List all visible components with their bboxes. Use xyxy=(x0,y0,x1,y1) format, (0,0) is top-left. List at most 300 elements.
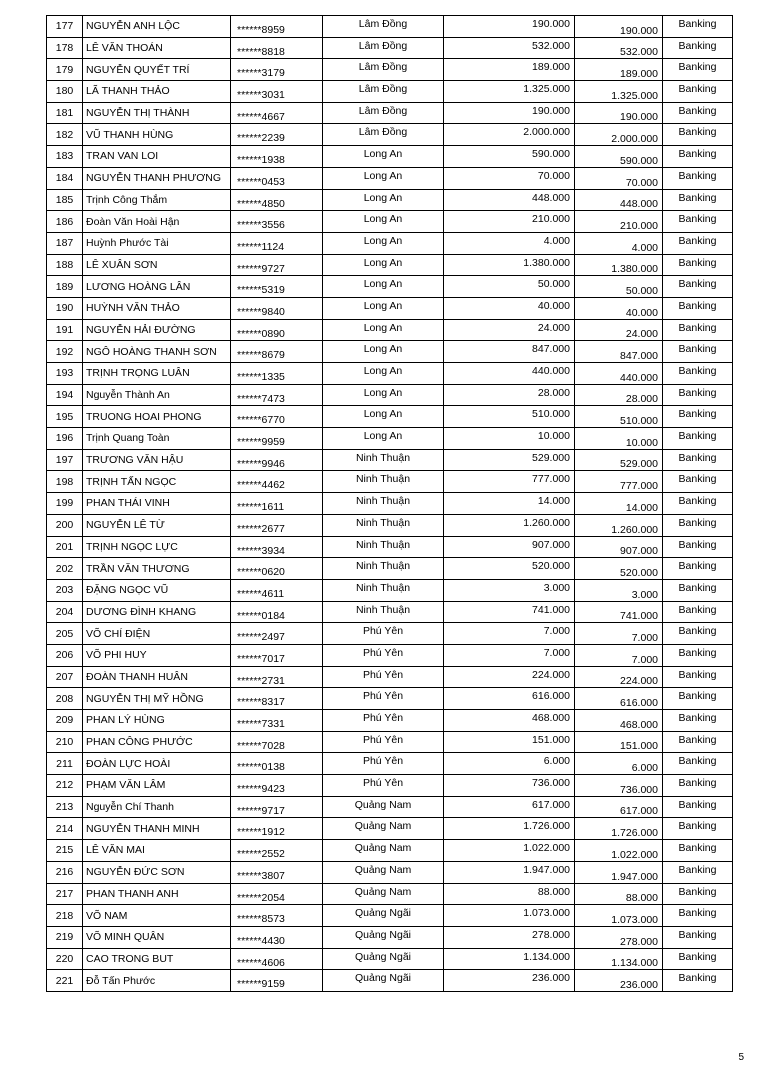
row-number-cell: 191 xyxy=(47,319,83,341)
account-number-cell: ******4850 xyxy=(231,189,323,211)
row-number-cell: 185 xyxy=(47,189,83,211)
donation-table xyxy=(46,15,733,992)
account-number-cell: ******9423 xyxy=(231,775,323,797)
payment-method-cell: Banking xyxy=(663,16,733,38)
account-number-cell: ******1124 xyxy=(231,232,323,254)
amount-cell: 236.000 xyxy=(444,970,575,992)
account-number-cell: ******2731 xyxy=(231,666,323,688)
amount-received-cell: 1.073.000 xyxy=(575,905,663,927)
amount-received-cell: 1.947.000 xyxy=(575,861,663,883)
donor-name-cell: ĐOÀN THANH HUÂN xyxy=(83,666,231,688)
row-number-cell: 212 xyxy=(47,775,83,797)
amount-received-cell: 1.380.000 xyxy=(575,254,663,276)
province-cell: Quảng Ngãi xyxy=(323,926,444,948)
province-cell: Lâm Đồng xyxy=(323,16,444,38)
account-number-cell: ******4462 xyxy=(231,471,323,493)
amount-received-cell: 440.000 xyxy=(575,363,663,385)
table-row xyxy=(47,731,733,753)
province-cell: Lâm Đồng xyxy=(323,81,444,103)
donor-name-cell: Trịnh Công Thắm xyxy=(83,189,231,211)
province-cell: Phú Yên xyxy=(323,731,444,753)
table-row xyxy=(47,276,733,298)
payment-method-cell: Banking xyxy=(663,644,733,666)
row-number-cell: 196 xyxy=(47,428,83,450)
table-body xyxy=(47,16,733,992)
payment-method-cell: Banking xyxy=(663,514,733,536)
amount-cell: 70.000 xyxy=(444,167,575,189)
province-cell: Quảng Ngãi xyxy=(323,948,444,970)
donor-name-cell: NGÔ HOÀNG THANH SƠN xyxy=(83,341,231,363)
donor-name-cell: NGUYỄN THỊ MỸ HỒNG xyxy=(83,688,231,710)
amount-cell: 14.000 xyxy=(444,493,575,515)
account-number-cell: ******5319 xyxy=(231,276,323,298)
row-number-cell: 189 xyxy=(47,276,83,298)
amount-cell: 50.000 xyxy=(444,276,575,298)
table-row xyxy=(47,644,733,666)
table-row xyxy=(47,818,733,840)
payment-method-cell: Banking xyxy=(663,731,733,753)
table-row xyxy=(47,254,733,276)
donor-name-cell: NGUYỄN THỊ THÀNH xyxy=(83,102,231,124)
amount-cell: 777.000 xyxy=(444,471,575,493)
province-cell: Quảng Nam xyxy=(323,796,444,818)
amount-cell: 28.000 xyxy=(444,384,575,406)
amount-cell: 1.260.000 xyxy=(444,514,575,536)
account-number-cell: ******3556 xyxy=(231,211,323,233)
payment-method-cell: Banking xyxy=(663,818,733,840)
donor-name-cell: TRUONG HOAI PHONG xyxy=(83,406,231,428)
amount-received-cell: 736.000 xyxy=(575,775,663,797)
donor-name-cell: LÊ VĂN THOÁN xyxy=(83,37,231,59)
amount-received-cell: 741.000 xyxy=(575,601,663,623)
amount-cell: 1.134.000 xyxy=(444,948,575,970)
amount-received-cell: 1.134.000 xyxy=(575,948,663,970)
donor-name-cell: Trịnh Quang Toàn xyxy=(83,428,231,450)
table-row xyxy=(47,883,733,905)
row-number-cell: 180 xyxy=(47,81,83,103)
payment-method-cell: Banking xyxy=(663,81,733,103)
amount-cell: 736.000 xyxy=(444,775,575,797)
donor-name-cell: DƯƠNG ĐÌNH KHANG xyxy=(83,601,231,623)
account-number-cell: ******8317 xyxy=(231,688,323,710)
table-row xyxy=(47,449,733,471)
province-cell: Phú Yên xyxy=(323,623,444,645)
payment-method-cell: Banking xyxy=(663,840,733,862)
amount-cell: 590.000 xyxy=(444,146,575,168)
row-number-cell: 201 xyxy=(47,536,83,558)
payment-method-cell: Banking xyxy=(663,102,733,124)
amount-received-cell: 510.000 xyxy=(575,406,663,428)
payment-method-cell: Banking xyxy=(663,428,733,450)
province-cell: Lâm Đồng xyxy=(323,102,444,124)
row-number-cell: 181 xyxy=(47,102,83,124)
account-number-cell: ******7017 xyxy=(231,644,323,666)
donor-name-cell: NGUYỄN QUYẾT TRÍ xyxy=(83,59,231,81)
payment-method-cell: Banking xyxy=(663,254,733,276)
table-row xyxy=(47,37,733,59)
donor-name-cell: NGUYỄN THANH MINH xyxy=(83,818,231,840)
province-cell: Phú Yên xyxy=(323,688,444,710)
row-number-cell: 184 xyxy=(47,167,83,189)
amount-cell: 741.000 xyxy=(444,601,575,623)
account-number-cell: ******9946 xyxy=(231,449,323,471)
row-number-cell: 199 xyxy=(47,493,83,515)
amount-cell: 278.000 xyxy=(444,926,575,948)
amount-received-cell: 28.000 xyxy=(575,384,663,406)
amount-received-cell: 1.726.000 xyxy=(575,818,663,840)
row-number-cell: 187 xyxy=(47,232,83,254)
province-cell: Ninh Thuận xyxy=(323,536,444,558)
donor-name-cell: TRỊNH NGỌC LỰC xyxy=(83,536,231,558)
account-number-cell: ******6770 xyxy=(231,406,323,428)
amount-cell: 4.000 xyxy=(444,232,575,254)
amount-cell: 1.726.000 xyxy=(444,818,575,840)
donor-name-cell: NGUYỄN ĐỨC SƠN xyxy=(83,861,231,883)
account-number-cell: ******9727 xyxy=(231,254,323,276)
amount-cell: 2.000.000 xyxy=(444,124,575,146)
province-cell: Phú Yên xyxy=(323,710,444,732)
page-number: 5 xyxy=(738,1052,744,1063)
amount-received-cell: 40.000 xyxy=(575,297,663,319)
payment-method-cell: Banking xyxy=(663,406,733,428)
row-number-cell: 193 xyxy=(47,363,83,385)
row-number-cell: 213 xyxy=(47,796,83,818)
donor-name-cell: VŨ THANH HÙNG xyxy=(83,124,231,146)
amount-cell: 6.000 xyxy=(444,753,575,775)
amount-received-cell: 190.000 xyxy=(575,102,663,124)
amount-received-cell: 6.000 xyxy=(575,753,663,775)
table-row xyxy=(47,59,733,81)
donor-name-cell: PHẠM VĂN LÂM xyxy=(83,775,231,797)
row-number-cell: 202 xyxy=(47,558,83,580)
donor-name-cell: TRỊNH TẤN NGỌC xyxy=(83,471,231,493)
amount-cell: 440.000 xyxy=(444,363,575,385)
account-number-cell: ******2054 xyxy=(231,883,323,905)
table-row xyxy=(47,796,733,818)
table-row xyxy=(47,840,733,862)
amount-cell: 529.000 xyxy=(444,449,575,471)
province-cell: Quảng Nam xyxy=(323,818,444,840)
payment-method-cell: Banking xyxy=(663,297,733,319)
province-cell: Lâm Đồng xyxy=(323,59,444,81)
amount-cell: 510.000 xyxy=(444,406,575,428)
account-number-cell: ******4611 xyxy=(231,579,323,601)
table-row xyxy=(47,970,733,992)
payment-method-cell: Banking xyxy=(663,970,733,992)
donor-name-cell: LƯƠNG HOÀNG LÂN xyxy=(83,276,231,298)
table-row xyxy=(47,189,733,211)
account-number-cell: ******8573 xyxy=(231,905,323,927)
row-number-cell: 207 xyxy=(47,666,83,688)
amount-received-cell: 88.000 xyxy=(575,883,663,905)
province-cell: Quảng Nam xyxy=(323,883,444,905)
payment-method-cell: Banking xyxy=(663,167,733,189)
account-number-cell: ******1912 xyxy=(231,818,323,840)
amount-cell: 1.380.000 xyxy=(444,254,575,276)
province-cell: Long An xyxy=(323,276,444,298)
table-row xyxy=(47,710,733,732)
amount-cell: 24.000 xyxy=(444,319,575,341)
row-number-cell: 197 xyxy=(47,449,83,471)
donor-name-cell: TRẦN VĂN THƯƠNG xyxy=(83,558,231,580)
donor-name-cell: LÊ VĂN MAI xyxy=(83,840,231,862)
payment-method-cell: Banking xyxy=(663,861,733,883)
row-number-cell: 190 xyxy=(47,297,83,319)
row-number-cell: 177 xyxy=(47,16,83,38)
amount-cell: 1.073.000 xyxy=(444,905,575,927)
donor-name-cell: PHAN CÔNG PHƯỚC xyxy=(83,731,231,753)
amount-cell: 468.000 xyxy=(444,710,575,732)
table-row xyxy=(47,775,733,797)
amount-cell: 88.000 xyxy=(444,883,575,905)
province-cell: Long An xyxy=(323,341,444,363)
amount-received-cell: 1.260.000 xyxy=(575,514,663,536)
province-cell: Ninh Thuận xyxy=(323,601,444,623)
payment-method-cell: Banking xyxy=(663,449,733,471)
amount-received-cell: 210.000 xyxy=(575,211,663,233)
row-number-cell: 209 xyxy=(47,710,83,732)
amount-received-cell: 520.000 xyxy=(575,558,663,580)
donor-name-cell: ĐẶNG NGỌC VŨ xyxy=(83,579,231,601)
province-cell: Ninh Thuận xyxy=(323,579,444,601)
amount-cell: 190.000 xyxy=(444,16,575,38)
province-cell: Long An xyxy=(323,146,444,168)
amount-cell: 40.000 xyxy=(444,297,575,319)
table-row xyxy=(47,666,733,688)
amount-received-cell: 10.000 xyxy=(575,428,663,450)
amount-cell: 10.000 xyxy=(444,428,575,450)
donor-name-cell: Huỳnh Phước Tài xyxy=(83,232,231,254)
row-number-cell: 186 xyxy=(47,211,83,233)
row-number-cell: 198 xyxy=(47,471,83,493)
account-number-cell: ******0138 xyxy=(231,753,323,775)
amount-cell: 1.947.000 xyxy=(444,861,575,883)
row-number-cell: 208 xyxy=(47,688,83,710)
amount-cell: 190.000 xyxy=(444,102,575,124)
amount-cell: 1.325.000 xyxy=(444,81,575,103)
row-number-cell: 205 xyxy=(47,623,83,645)
table-row xyxy=(47,536,733,558)
amount-cell: 210.000 xyxy=(444,211,575,233)
province-cell: Long An xyxy=(323,319,444,341)
province-cell: Lâm Đồng xyxy=(323,37,444,59)
province-cell: Long An xyxy=(323,384,444,406)
row-number-cell: 194 xyxy=(47,384,83,406)
province-cell: Long An xyxy=(323,211,444,233)
payment-method-cell: Banking xyxy=(663,493,733,515)
amount-cell: 7.000 xyxy=(444,623,575,645)
donor-name-cell: NGUYỄN HẢI ĐƯỜNG xyxy=(83,319,231,341)
table-row xyxy=(47,558,733,580)
table-row xyxy=(47,493,733,515)
account-number-cell: ******0453 xyxy=(231,167,323,189)
province-cell: Ninh Thuận xyxy=(323,558,444,580)
donor-name-cell: NGUYỄN LÊ TỪ xyxy=(83,514,231,536)
amount-received-cell: 616.000 xyxy=(575,688,663,710)
payment-method-cell: Banking xyxy=(663,146,733,168)
payment-method-cell: Banking xyxy=(663,623,733,645)
amount-received-cell: 278.000 xyxy=(575,926,663,948)
table-row xyxy=(47,514,733,536)
payment-method-cell: Banking xyxy=(663,189,733,211)
amount-received-cell: 50.000 xyxy=(575,276,663,298)
donor-name-cell: VÕ CHÍ ĐIỆN xyxy=(83,623,231,645)
payment-method-cell: Banking xyxy=(663,796,733,818)
province-cell: Quảng Ngãi xyxy=(323,970,444,992)
amount-received-cell: 590.000 xyxy=(575,146,663,168)
province-cell: Ninh Thuận xyxy=(323,471,444,493)
donor-name-cell: Đỗ Tấn Phước xyxy=(83,970,231,992)
table-row xyxy=(47,319,733,341)
account-number-cell: ******2552 xyxy=(231,840,323,862)
donor-name-cell: TRỊNH TRỌNG LUÂN xyxy=(83,363,231,385)
province-cell: Long An xyxy=(323,232,444,254)
amount-cell: 847.000 xyxy=(444,341,575,363)
account-number-cell: ******9717 xyxy=(231,796,323,818)
table-row xyxy=(47,926,733,948)
account-number-cell: ******7331 xyxy=(231,710,323,732)
account-number-cell: ******4667 xyxy=(231,102,323,124)
row-number-cell: 192 xyxy=(47,341,83,363)
row-number-cell: 214 xyxy=(47,818,83,840)
payment-method-cell: Banking xyxy=(663,775,733,797)
amount-received-cell: 151.000 xyxy=(575,731,663,753)
donor-name-cell: HUỲNH VĂN THẢO xyxy=(83,297,231,319)
row-number-cell: 216 xyxy=(47,861,83,883)
payment-method-cell: Banking xyxy=(663,579,733,601)
table-row xyxy=(47,861,733,883)
table-row xyxy=(47,232,733,254)
donor-name-cell: VÕ PHI HUY xyxy=(83,644,231,666)
table-row xyxy=(47,211,733,233)
donor-name-cell: TRƯƠNG VĂN HẬU xyxy=(83,449,231,471)
row-number-cell: 188 xyxy=(47,254,83,276)
amount-cell: 616.000 xyxy=(444,688,575,710)
amount-received-cell: 189.000 xyxy=(575,59,663,81)
province-cell: Long An xyxy=(323,428,444,450)
province-cell: Long An xyxy=(323,254,444,276)
row-number-cell: 178 xyxy=(47,37,83,59)
amount-received-cell: 847.000 xyxy=(575,341,663,363)
table-row xyxy=(47,297,733,319)
account-number-cell: ******1611 xyxy=(231,493,323,515)
row-number-cell: 182 xyxy=(47,124,83,146)
donor-name-cell: VÕ MINH QUÂN xyxy=(83,926,231,948)
donor-name-cell: VÕ NAM xyxy=(83,905,231,927)
amount-received-cell: 4.000 xyxy=(575,232,663,254)
account-number-cell: ******4606 xyxy=(231,948,323,970)
amount-cell: 1.022.000 xyxy=(444,840,575,862)
row-number-cell: 218 xyxy=(47,905,83,927)
account-number-cell: ******1938 xyxy=(231,146,323,168)
row-number-cell: 200 xyxy=(47,514,83,536)
donor-name-cell: PHAN LÝ HÙNG xyxy=(83,710,231,732)
donor-name-cell: NGUYỄN ANH LỘC xyxy=(83,16,231,38)
amount-received-cell: 532.000 xyxy=(575,37,663,59)
province-cell: Quảng Nam xyxy=(323,861,444,883)
row-number-cell: 215 xyxy=(47,840,83,862)
table-row xyxy=(47,124,733,146)
amount-received-cell: 1.325.000 xyxy=(575,81,663,103)
payment-method-cell: Banking xyxy=(663,710,733,732)
amount-cell: 3.000 xyxy=(444,579,575,601)
row-number-cell: 179 xyxy=(47,59,83,81)
row-number-cell: 211 xyxy=(47,753,83,775)
amount-received-cell: 1.022.000 xyxy=(575,840,663,862)
province-cell: Long An xyxy=(323,189,444,211)
amount-cell: 520.000 xyxy=(444,558,575,580)
table-row xyxy=(47,363,733,385)
payment-method-cell: Banking xyxy=(663,319,733,341)
province-cell: Lâm Đồng xyxy=(323,124,444,146)
row-number-cell: 203 xyxy=(47,579,83,601)
donor-name-cell: Nguyễn Thành An xyxy=(83,384,231,406)
table-row xyxy=(47,428,733,450)
account-number-cell: ******3031 xyxy=(231,81,323,103)
province-cell: Long An xyxy=(323,167,444,189)
account-number-cell: ******0620 xyxy=(231,558,323,580)
amount-received-cell: 24.000 xyxy=(575,319,663,341)
amount-received-cell: 617.000 xyxy=(575,796,663,818)
payment-method-cell: Banking xyxy=(663,59,733,81)
amount-cell: 151.000 xyxy=(444,731,575,753)
account-number-cell: ******3179 xyxy=(231,59,323,81)
payment-method-cell: Banking xyxy=(663,276,733,298)
amount-received-cell: 236.000 xyxy=(575,970,663,992)
payment-method-cell: Banking xyxy=(663,37,733,59)
province-cell: Long An xyxy=(323,406,444,428)
payment-method-cell: Banking xyxy=(663,558,733,580)
account-number-cell: ******9840 xyxy=(231,297,323,319)
table-row xyxy=(47,688,733,710)
amount-received-cell: 907.000 xyxy=(575,536,663,558)
table-row xyxy=(47,167,733,189)
account-number-cell: ******3807 xyxy=(231,861,323,883)
table-row xyxy=(47,16,733,38)
donor-name-cell: LÊ XUÂN SƠN xyxy=(83,254,231,276)
donor-name-cell: ĐOÀN LỰC HOÀI xyxy=(83,753,231,775)
account-number-cell: ******9959 xyxy=(231,428,323,450)
donor-name-cell: PHAN THÁI VINH xyxy=(83,493,231,515)
province-cell: Ninh Thuận xyxy=(323,449,444,471)
table-row xyxy=(47,948,733,970)
payment-method-cell: Banking xyxy=(663,341,733,363)
table-row xyxy=(47,406,733,428)
table-row xyxy=(47,623,733,645)
amount-received-cell: 224.000 xyxy=(575,666,663,688)
donor-name-cell: NGUYỄN THANH PHƯƠNG xyxy=(83,167,231,189)
donor-name-cell: Đoàn Văn Hoài Hận xyxy=(83,211,231,233)
province-cell: Long An xyxy=(323,363,444,385)
donor-name-cell: TRAN VAN LOI xyxy=(83,146,231,168)
payment-method-cell: Banking xyxy=(663,232,733,254)
row-number-cell: 206 xyxy=(47,644,83,666)
payment-method-cell: Banking xyxy=(663,905,733,927)
account-number-cell: ******7028 xyxy=(231,731,323,753)
amount-received-cell: 529.000 xyxy=(575,449,663,471)
amount-cell: 189.000 xyxy=(444,59,575,81)
row-number-cell: 217 xyxy=(47,883,83,905)
province-cell: Phú Yên xyxy=(323,775,444,797)
account-number-cell: ******0184 xyxy=(231,601,323,623)
amount-cell: 224.000 xyxy=(444,666,575,688)
amount-received-cell: 448.000 xyxy=(575,189,663,211)
amount-received-cell: 7.000 xyxy=(575,623,663,645)
province-cell: Phú Yên xyxy=(323,666,444,688)
row-number-cell: 195 xyxy=(47,406,83,428)
amount-cell: 448.000 xyxy=(444,189,575,211)
amount-received-cell: 7.000 xyxy=(575,644,663,666)
